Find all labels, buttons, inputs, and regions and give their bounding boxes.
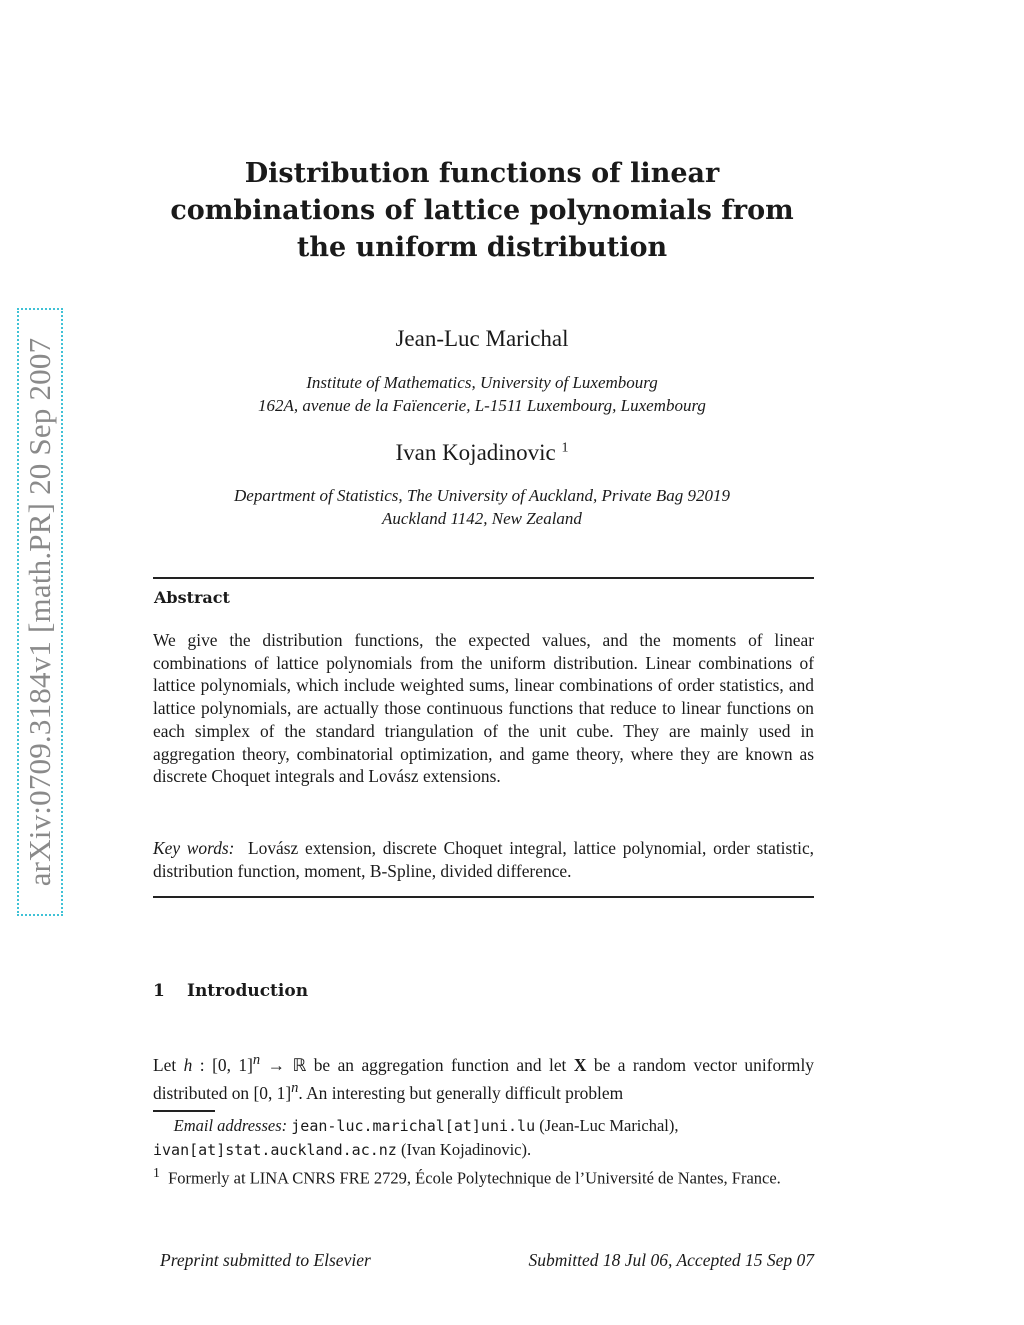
math-superscript: n [252,1052,261,1068]
section-number: 1 [153,981,165,1001]
footnote-text: Formerly at LINA CNRS FRE 2729, École Polytechnique de l’Université de Nantes, France. [168,1168,781,1188]
footnote-mark: 1 [153,1165,160,1180]
author-2-affiliation [150,484,814,530]
abstract-text: We give the distribution functions, the expected values, and the moments of linear combinations of lattice polynomials from the uniform distribution. Linear combinations of lattice polynomials, which include weighted sums, linear combinations of order statistics, and lattice polynomials, are actually those continuous functions that reduce to linear functions on each simplex of the standard triangulation of the unit cube. They are mainly used in aggregation theory, combinatorial optimization, and game theory, where they are known as discrete Choquet integrals and Lovász extensions. [153,630,814,787]
email-1[interactable]: jean-luc.marichal[at]uni.lu [291,1117,536,1135]
intro-text: : [0, 1] [192,1054,253,1075]
section-title: Introduction [187,981,309,1001]
author-1-name: Jean-Luc Marichal [395,326,569,351]
intro-text: . An interesting but generally difficult problem [298,1082,624,1103]
affiliation-line: Institute of Mathematics, University of Luxembourg [306,373,658,392]
footer-left: Preprint submitted to Elsevier [160,1250,371,1270]
key-words [153,837,814,882]
intro-text: be a random vector uniformly distributed on [0, 1] [153,1054,814,1103]
math-symbol: h [183,1054,193,1075]
key-words-list: Lovász extension, discrete Choquet integral, lattice polynomial, order statistic, distribution function, moment, B-Spline, divided difference. [153,838,815,881]
email-label: Email addresses: [173,1116,288,1135]
author-name [150,440,814,466]
author-2-footnote-mark: 1 [561,440,569,456]
affiliation-footnote [153,1161,814,1190]
author-1-affiliation [150,371,814,417]
email-footnote [153,1114,814,1162]
footnote-rule [153,1110,215,1112]
paper-title: Distribution functions of linear combinations of lattice polynomials from the uniform distribution [170,158,794,263]
affiliation-line: Department of Statistics, The University of Auckland, Private Bag 92019 [234,486,730,505]
intro-text: Let [153,1054,184,1075]
affiliation-line: Auckland 1142, New Zealand [382,509,582,528]
footer-right: Submitted 18 Jul 06, Accepted 15 Sep 07 [528,1250,814,1270]
key-words-label: Key words: [153,838,235,858]
email-2[interactable]: ivan[at]stat.auckland.ac.nz [153,1141,397,1159]
arxiv-stamp [17,308,63,916]
math-superscript: n [291,1079,299,1096]
author-2-name: Ivan Kojadinovic [395,440,556,465]
arxiv-identifier: arXiv:0709.3184v1 [math.PR] 20 Sep 2007 [22,337,57,887]
section-heading [153,981,308,1001]
author-name [150,326,814,352]
email-2-owner: (Ivan Kojadinovic). [400,1140,532,1159]
email-1-owner: (Jean-Luc Marichal), [539,1116,679,1135]
intro-paragraph [153,1049,814,1104]
abstract-heading: Abstract [154,588,230,607]
math-symbol: X [573,1054,587,1075]
intro-text: → ℝ be an aggregation function and let [260,1054,574,1075]
abstract-bottom-rule [153,896,814,898]
abstract-top-rule [153,577,814,579]
affiliation-line: 162A, avenue de la Faïencerie, L-1511 Luxembourg, Luxembourg [258,396,706,415]
